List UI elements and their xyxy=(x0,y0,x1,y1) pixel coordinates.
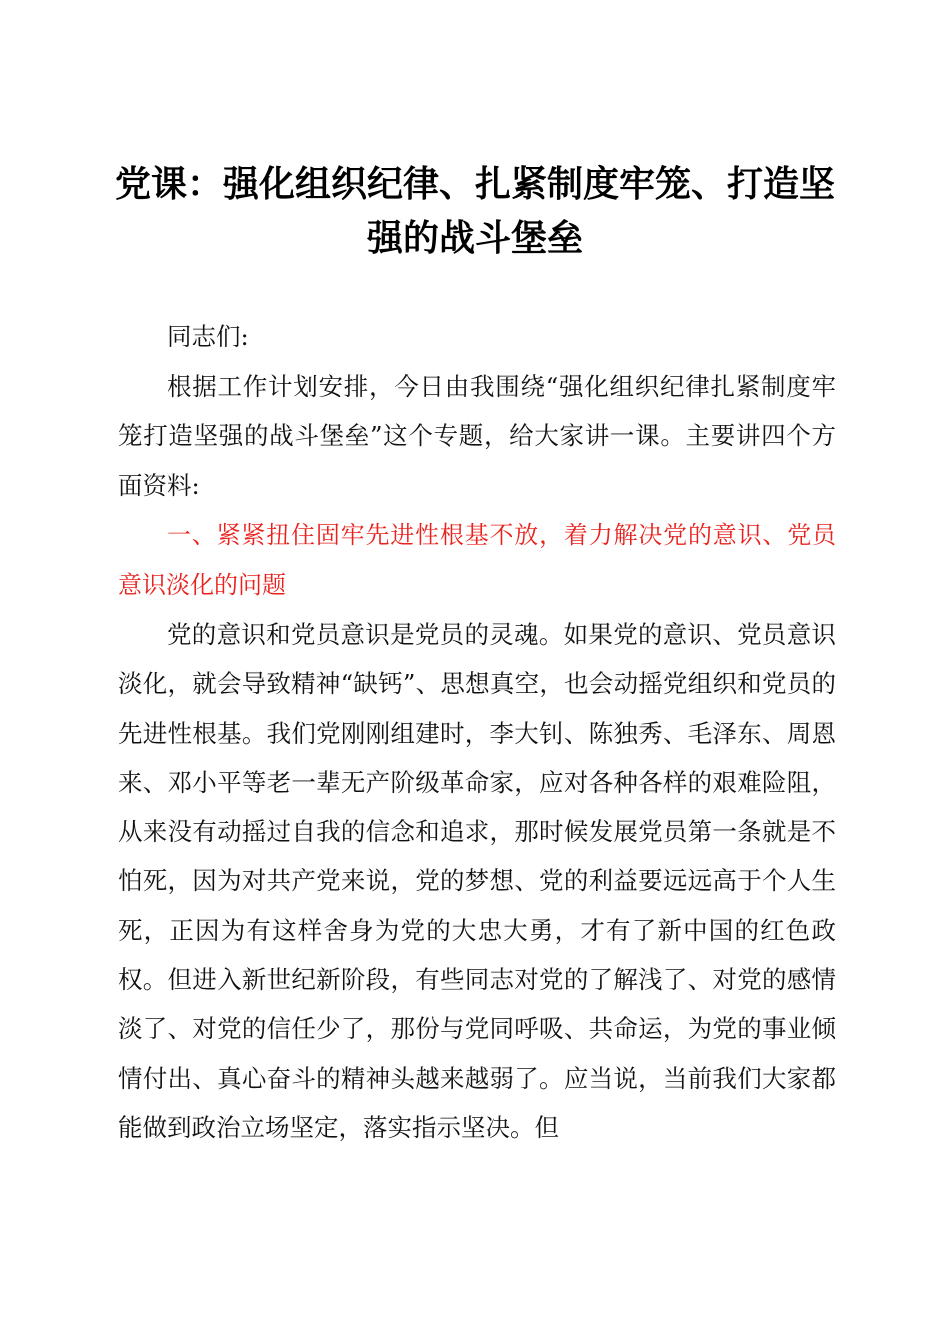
paragraph-body: 党的意识和党员意识是党员的灵魂。如果党的意识、党员意识淡化，就会导致精神“缺钙”、思想真空，也会动摇党组织和党员的先进性根基。我们党刚刚组建时，李大钊、陈独秀、毛泽东、周恩来、邓小平等老一辈无产阶级革命家，应对各种各样的艰难险阻，从来没有动摇过自我的信念和追求，那时候发展党员第一条就是不怕死，因为对共产党来说，党的梦想、党的利益要远远高于个人生死，正因为有这样舍身为党的大忠大勇，才有了新中国的红色政权。但进入新世纪新阶段，有些同志对党的了解浅了、对党的感情淡了、对党的信任少了，那份与党同呼吸、共命运，为党的事业倾情付出、真心奋斗的精神头越来越弱了。应当说，当前我们大家都能做到政治立场坚定，落实指示坚决。但 xyxy=(118,620,836,1142)
section-heading: 一、紧紧扭住固牢先进性根基不放，着力解决党的意识、党员意识淡化的问题 xyxy=(118,521,836,599)
paragraph-intro: 根据工作计划安排，今日由我围绕“强化组织纪律扎紧制度牢笼打造坚强的战斗堡垒”这个专题，给大家讲一课。主要讲四个方面资料: xyxy=(118,372,836,500)
greeting: 同志们: xyxy=(167,322,249,351)
document-title: 党课：强化组织纪律、扎紧制度牢笼、打造坚强的战斗堡垒 xyxy=(114,164,835,259)
